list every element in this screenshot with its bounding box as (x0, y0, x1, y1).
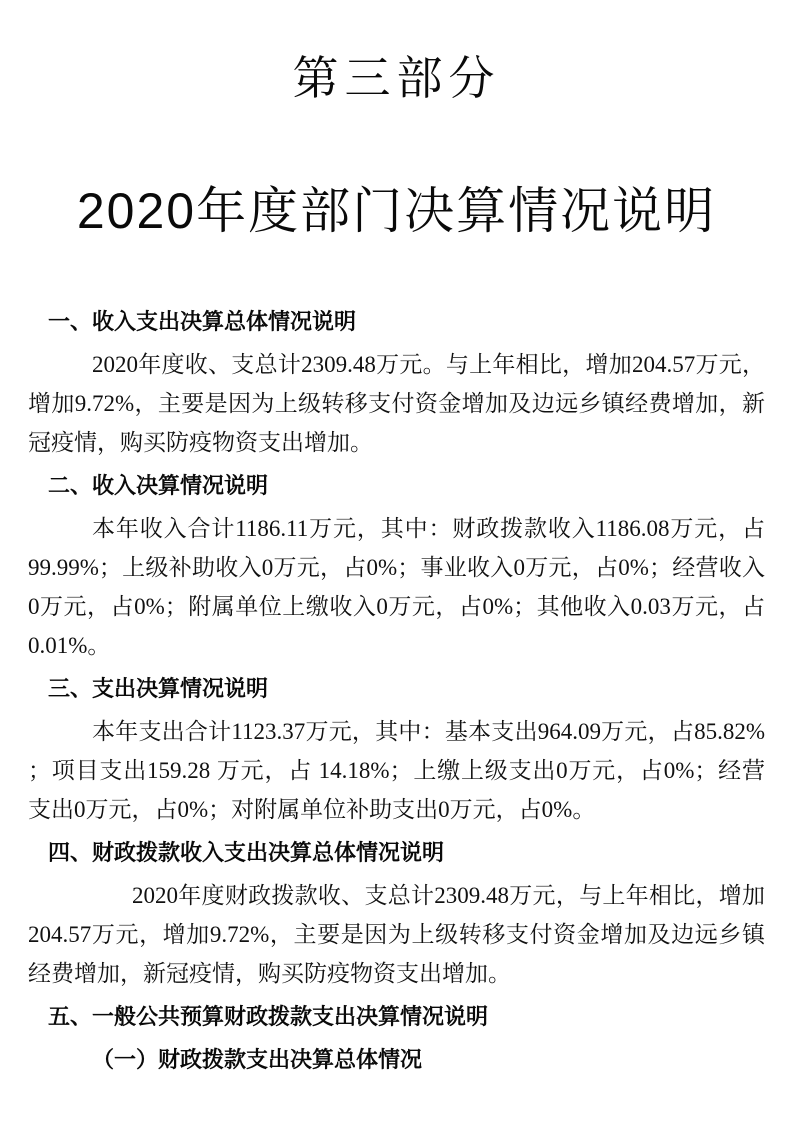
section-heading-4: 四、财政拨款收入支出决算总体情况说明 (48, 840, 445, 865)
section-income-expenditure-overview (28, 302, 765, 462)
page-title: 2020年度部门决算情况说明 (76, 183, 717, 239)
section-heading-1: 一、收入支出决算总体情况说明 (48, 309, 357, 334)
section-income-final-accounts (28, 466, 765, 665)
part-label: 第三部分 (292, 52, 501, 104)
document-body (28, 302, 765, 1079)
section-paragraph-1: 2020年度收、支总计2309.48万元。与上年相比，增加204.57万元，增加9.72%，主要是因为上级转移支付资金增加及边远乡镇经费增加，新冠疫情，购买防疫物资支出增加。 (28, 352, 765, 455)
section-heading-5: 五、一般公共预算财政拨款支出决算情况说明 (48, 1004, 489, 1029)
section-fiscal-appropriation-overview (28, 833, 765, 993)
section-expenditure-final-accounts (28, 669, 765, 829)
section-heading-3: 三、支出决算情况说明 (48, 676, 269, 701)
section-paragraph-4: 2020年度财政拨款收、支总计2309.48万元，与上年相比，增加204.57万元，增加9.72%，主要是因为上级转移支付资金增加及边远乡镇经费增加，新冠疫情，购买防疫物资支出增加。 (28, 883, 765, 986)
section-general-public-budget (28, 997, 765, 1079)
subsection-heading-5-1: （一）财政拨款支出决算总体情况 (92, 1047, 423, 1072)
section-paragraph-3: 本年支出合计1123.37万元，其中：基本支出964.09万元，占85.82% ；项目支出159.28 万元，占 14.18%；上缴上级支出0万元，占0%；经营支出0万元，占0%；对附属单位补助支出0万元，占0%。 (28, 719, 765, 822)
section-heading-2: 二、收入决算情况说明 (48, 473, 269, 498)
section-paragraph-2: 本年收入合计1186.11万元，其中：财政拨款收入1186.08万元，占99.99%；上级补助收入0万元，占0%；事业收入0万元，占0%；经营收入0万元，占0%；附属单位上缴收入0万元，占0%；其他收入0.03万元，占 0.01%。 (28, 516, 765, 658)
